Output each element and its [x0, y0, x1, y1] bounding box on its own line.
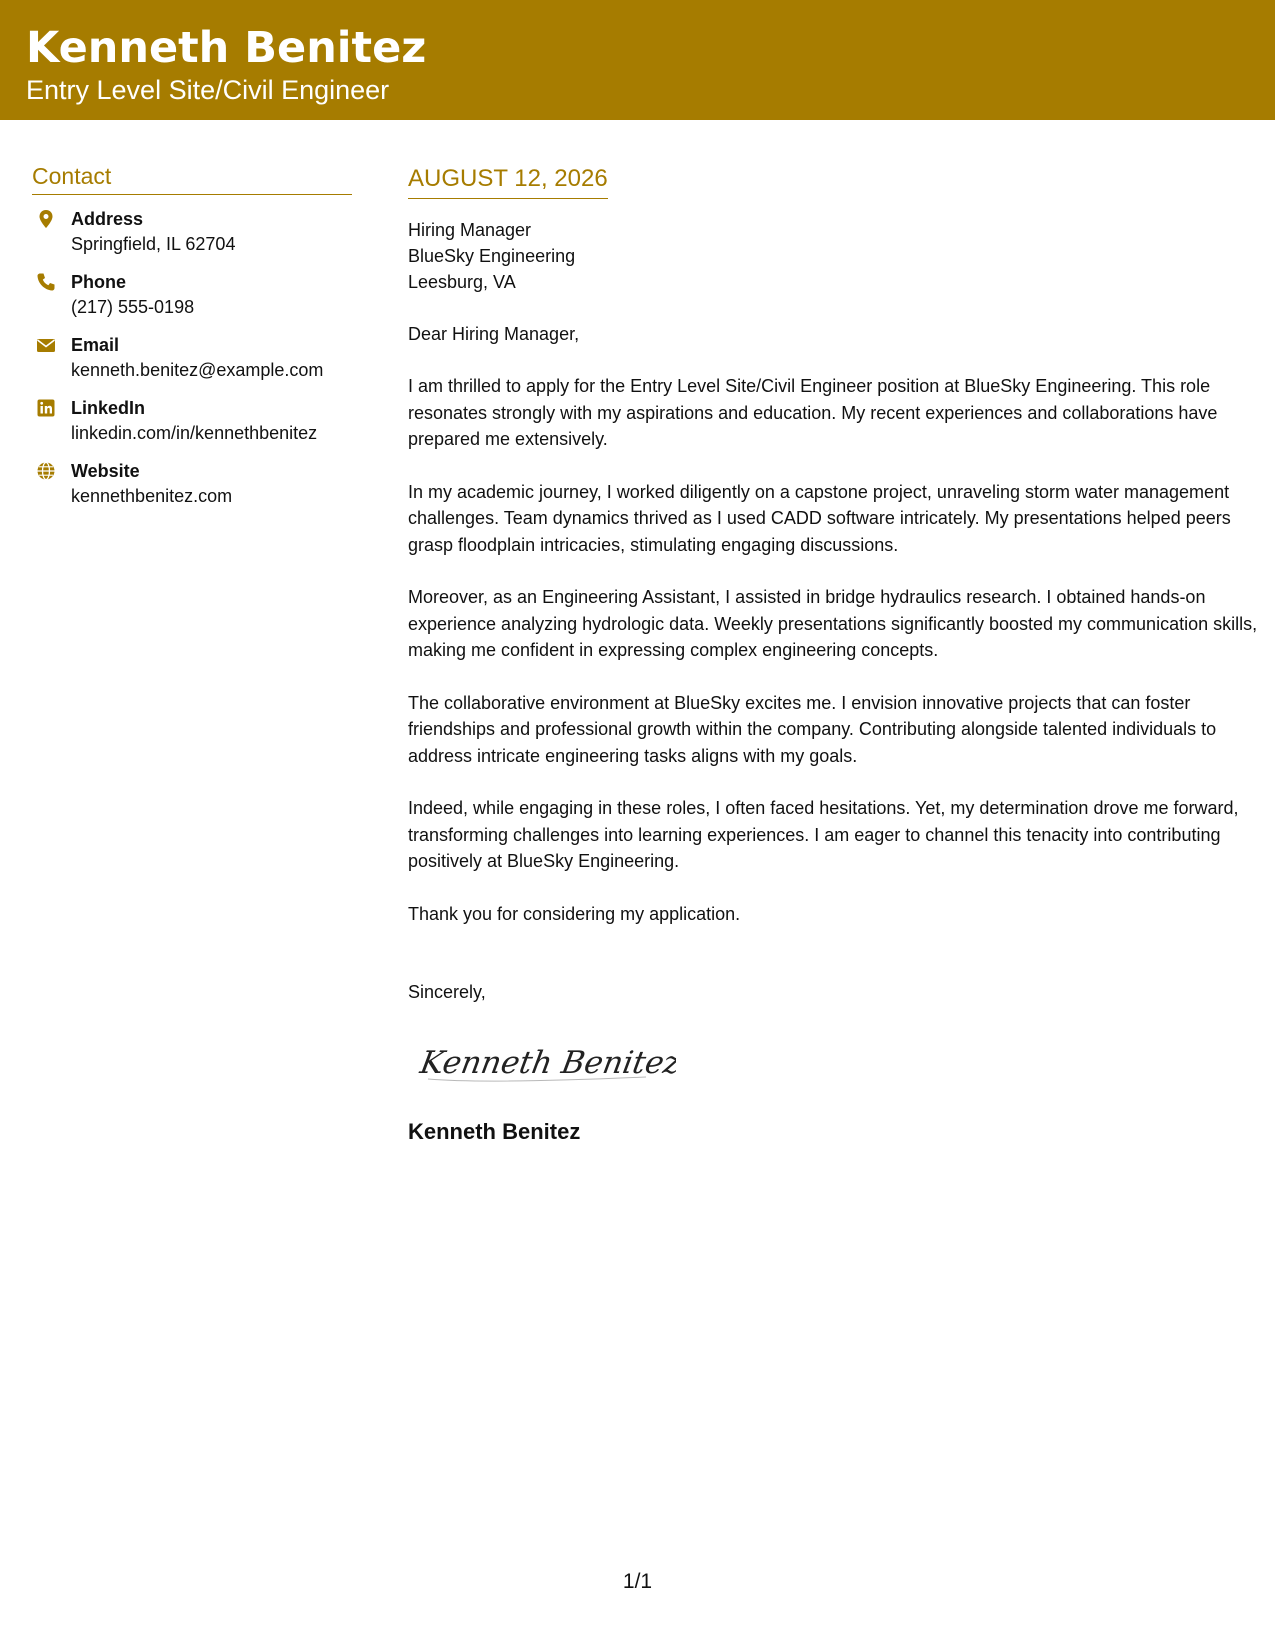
recipient-block [408, 217, 1258, 295]
letter-paragraph: In my academic journey, I worked diligently on a capstone project, unraveling storm water management challenges. Team dynamics thrived as I used CADD software intricately. My presentations helped peers grasp floodplain intricacies, stimulating engaging discussions. [408, 481, 1231, 555]
contact-address [32, 207, 352, 270]
signature-image [416, 1033, 676, 1093]
contact-value: (217) 555-0198 [71, 297, 195, 317]
salutation: Dear Hiring Manager, [408, 324, 580, 344]
contact-value: Springfield, IL 62704 [71, 234, 236, 254]
linkedin-icon [36, 398, 56, 418]
contact-label: Website [71, 461, 140, 481]
closing: Sincerely, [408, 982, 486, 1002]
contact-value: linkedin.com/in/kennethbenitez [71, 423, 318, 443]
contact-label: Address [71, 209, 144, 229]
header-banner [0, 0, 1275, 120]
page-number: 1/1 [622, 1570, 653, 1593]
contact-label: Email [71, 335, 120, 355]
globe-icon [36, 461, 56, 481]
letter-body [408, 164, 1258, 1146]
phone-icon [36, 272, 56, 292]
contact-value: kennethbenitez.com [71, 486, 233, 506]
map-pin-icon [36, 209, 56, 229]
contact-phone [32, 270, 352, 333]
contact-heading: Contact [32, 162, 352, 195]
recipient-line: Hiring Manager [408, 220, 532, 240]
contact-sidebar [32, 162, 352, 522]
contact-email [32, 333, 352, 396]
letter-paragraph: I am thrilled to apply for the Entry Level Site/Civil Engineer position at BlueSky Engineering. This role resonates strongly with my aspirations and education. My recent experiences and collaborations have prepared me extensively. [408, 376, 1218, 449]
recipient-line: Leesburg, VA [408, 272, 516, 292]
letter-paragraph: Indeed, while engaging in these roles, I often faced hesitations. Yet, my determination drove me forward, transforming challenges into learning experiences. I am eager to channel this tenacity into contributing positively at BlueSky Engineering. [408, 798, 1239, 871]
contact-value: kenneth.benitez@example.com [71, 360, 324, 380]
letter-date: AUGUST 12, 2026 [408, 164, 608, 199]
letter-paragraph: Moreover, as an Engineering Assistant, I assisted in bridge hydraulics research. I obtained hands-on experience analyzing hydrologic data. Weekly presentations significantly boosted my communication skills, making me confident in expressing complex engineering concepts. [408, 587, 1258, 660]
letter-paragraph: Thank you for considering my application. [408, 903, 741, 924]
contact-website [32, 459, 352, 522]
job-title: Entry Level Site/Civil Engineer [26, 75, 390, 105]
applicant-name: Kenneth Benitez [26, 23, 427, 73]
signature-script: Kenneth Benitez [417, 1045, 676, 1081]
contact-label: LinkedIn [71, 398, 146, 418]
contact-label: Phone [71, 272, 127, 292]
recipient-line: BlueSky Engineering [408, 246, 576, 266]
contact-list [32, 207, 352, 522]
letter-paragraph: The collaborative environment at BlueSky excites me. I envision innovative projects that can foster friendships and professional growth within the company. Contributing alongside talented individuals to address intricate engineering tasks aligns with my goals. [408, 692, 1217, 766]
contact-linkedin [32, 396, 352, 459]
signer-name: Kenneth Benitez [408, 1119, 581, 1144]
envelope-icon [36, 335, 56, 355]
